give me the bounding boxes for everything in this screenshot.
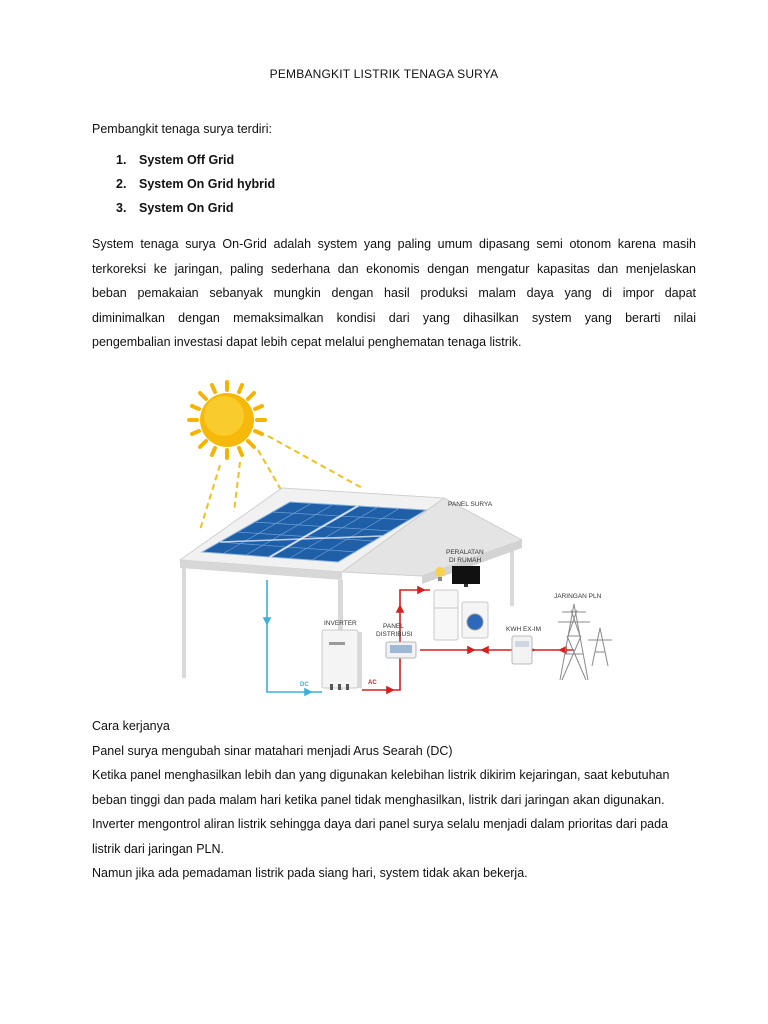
paragraph-line: pengembalian investasi dapat lebih cepat melalui penghematan tenaga listrik. [92, 335, 522, 349]
paragraph-line: terkoreksi ke jaringan, paling sederhana dan ekonomis dengan mengatur kapasitas dan menjelaskan [92, 261, 696, 276]
list-item-text: System On Grid [139, 201, 234, 215]
paragraph-line: diminimalkan dengan memaksimalkan kondisi dari yang dihasilkan system yang berarti nilai [92, 310, 696, 325]
list-item [116, 177, 275, 201]
list-item [116, 153, 275, 177]
intro-text: Pembangkit tenaga surya terdiri: [92, 122, 272, 136]
inverter-label: INVERTER [324, 620, 357, 627]
paragraph-line: Ketika panel menghasilkan lebih dan yang digunakan kelebihan listrik dikirim kejaringan, saat kebutuhan [92, 768, 670, 782]
list-number: 1. [116, 153, 127, 167]
panel-label: PANEL SURYA [448, 501, 493, 508]
list-number: 2. [116, 177, 127, 191]
dc-line [264, 580, 322, 695]
transmission-tower-icon [558, 604, 612, 680]
section-heading: Cara kerjanya [92, 719, 170, 733]
distribution-panel-icon [386, 642, 416, 658]
paragraph-line: beban pemakaian sebanyak mungkin dengan hasil produksi malam daya yang di impor dapat [92, 286, 696, 300]
paragraph-line: Namun jika ada pemadaman listrik pada siang hari, system tidak akan bekerja. [92, 866, 528, 880]
paragraph-line: Inverter mengontrol aliran listrik sehingga daya dari panel surya selalu menjadi dalam prioritas dari pada [92, 817, 669, 831]
distribution-label-2: DISTRIBUSI [376, 631, 413, 638]
refrigerator-icon [434, 590, 458, 640]
grid-label: JARINGAN PLN [554, 593, 602, 600]
paragraph-line: listrik dari jaringan PLN. [92, 841, 224, 856]
distribution-label-1: PANEL [383, 623, 404, 630]
dc-label: DC [300, 682, 309, 688]
list-number: 3. [116, 201, 127, 215]
inverter-icon [322, 630, 362, 690]
kwh-meter-icon [512, 636, 532, 664]
paragraph-line: Panel surya mengubah sinar matahari menjadi Arus Searah (DC) [92, 743, 453, 758]
system-type-list [116, 153, 275, 225]
page-title: PEMBANGKIT LISTRIK TENAGA SURYA [269, 67, 499, 81]
lightbulb-icon [435, 567, 445, 581]
how-it-works-section [92, 718, 732, 890]
paragraph-line: beban tinggi dan pada malam hari ketika panel tidak menghasilkan, listrik dari jaringan akan digunakan. [92, 792, 665, 807]
appliances-label-2: DI RUMAH [449, 557, 482, 564]
sun-icon [189, 382, 265, 458]
list-item [116, 201, 275, 225]
ac-label: AC [368, 680, 377, 686]
appliances-label-1: PERALATAN [446, 549, 484, 556]
washing-machine-icon [462, 602, 488, 638]
paragraph-line: System tenaga surya On-Grid adalah system yang paling umum dipasang semi otonom karena masih [92, 237, 696, 251]
on-grid-description [92, 236, 696, 359]
list-item-text: System On Grid hybrid [139, 177, 276, 191]
television-icon [452, 566, 480, 587]
list-item-text: System Off Grid [139, 153, 235, 167]
meter-label: KWH EX-IM [506, 626, 542, 633]
on-grid-system-diagram [172, 380, 622, 710]
